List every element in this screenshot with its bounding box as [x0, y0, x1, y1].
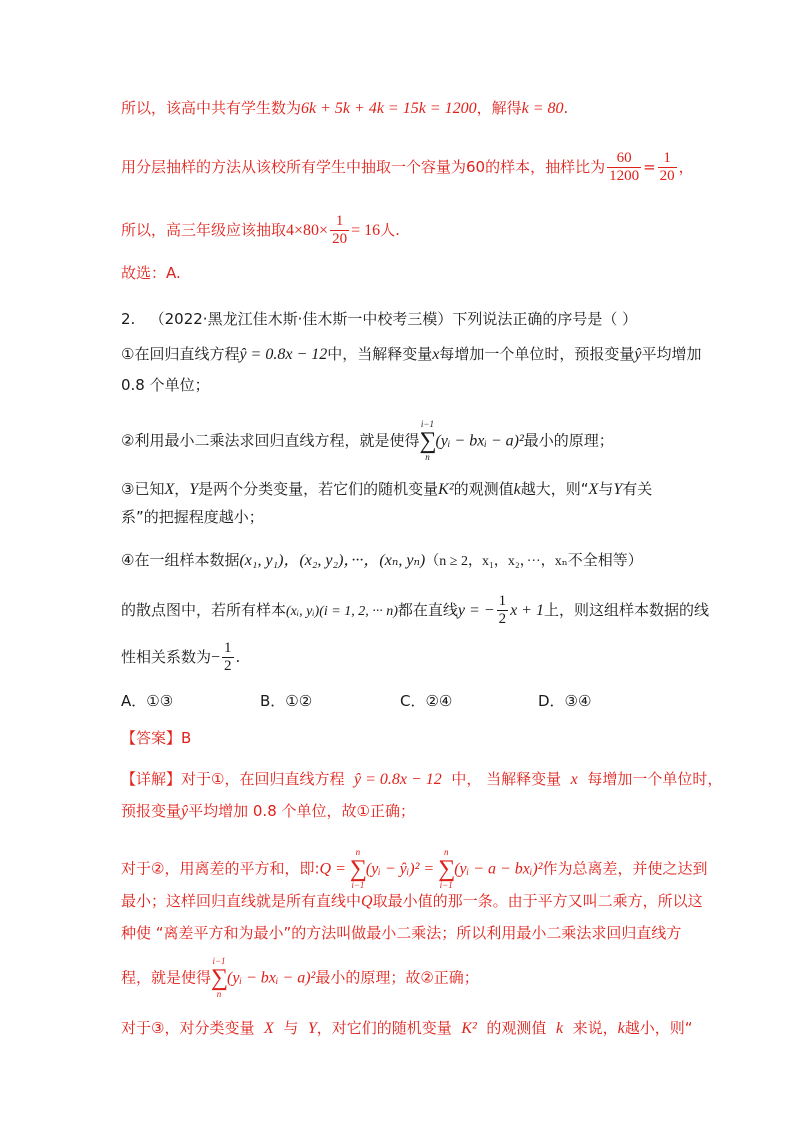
answer-label: 【答案】B [121, 729, 192, 747]
sum-symbol: n ∑ i−1 [438, 847, 456, 890]
text: 每增加一个单位时， [587, 770, 723, 788]
text: 20 [659, 168, 675, 184]
detail-1 [121, 768, 723, 791]
text: x [570, 771, 578, 788]
text: n [216, 989, 222, 999]
statement-4 [121, 549, 690, 573]
text: i−1 [351, 880, 365, 890]
statement-4-cont [121, 593, 709, 628]
text: 不全相等） [567, 551, 643, 569]
text: 有关 [622, 480, 653, 498]
text: 对于②，用离差的平方和，即: [121, 859, 320, 878]
fraction [330, 213, 349, 248]
text: 来说， [572, 1019, 618, 1037]
sum-symbol: i−1 ∑ n [419, 419, 437, 462]
text: 的散点图中，若所有样本 [121, 601, 287, 619]
text: n [355, 847, 361, 857]
question-title [121, 308, 690, 330]
text: 越大，则“ [520, 480, 589, 498]
text: i−1 [439, 880, 453, 890]
text: 每增加一个单位时，预报变量 [439, 345, 635, 363]
text: 中， 当解释变量 [451, 770, 562, 788]
text: 程，就是使得 [121, 968, 212, 987]
detail-3 [121, 847, 708, 890]
text: ŷ = 0.8x − 12 [239, 346, 328, 363]
text: 1 [330, 213, 349, 231]
text: 与 [283, 1019, 299, 1037]
sum-symbol: n ∑ i−1 [349, 847, 367, 890]
text: ŷ [634, 346, 642, 363]
text: 2 [498, 611, 507, 627]
text: (x₁, y₁)，(x₂, y₂)，···，(xₙ, yₙ) [239, 552, 426, 569]
solution-line-3 [121, 213, 690, 248]
text: 上，则这组样本数据的线 [543, 601, 709, 619]
text: 平均增加 0.8 个单位，故①正确； [188, 802, 415, 820]
text: 对于③，对分类变量 [121, 1019, 255, 1037]
text: 预报变量 [121, 802, 182, 820]
text: 作为总离差，并使之达到 [542, 859, 708, 878]
fraction [222, 640, 234, 675]
question-text: （2022·黑龙江佳木斯·佳木斯一中校考三模）下列说法正确的序号是（ ） [149, 310, 638, 328]
text: k [617, 1020, 625, 1037]
text: 性相关系数为 [121, 648, 212, 666]
text: n [425, 452, 430, 462]
equals: = [643, 158, 656, 176]
text: K² [438, 481, 454, 498]
text: 1 [498, 593, 507, 609]
text: ， [678, 158, 694, 176]
text: (yᵢ − bxᵢ − a)² [435, 432, 524, 450]
text: ŷ [181, 803, 189, 820]
statement-4-end [121, 640, 690, 675]
text: 2 [224, 658, 232, 674]
statement-1 [121, 343, 702, 366]
text: 60 [607, 150, 641, 168]
text: 最小；这样回归直线就是所有直线中 [121, 892, 362, 910]
text: ŷ = 0.8x − 12 [354, 771, 442, 788]
detail-2 [121, 800, 690, 823]
text: x + 1 [510, 602, 544, 619]
text: k [513, 481, 521, 498]
text: 的观测值 [453, 480, 514, 498]
solution-line-4: 故选：A. [121, 264, 181, 282]
text: 1 [658, 150, 677, 168]
text: 最小的原理； [523, 431, 614, 450]
text: 越小，则“ [624, 1019, 693, 1037]
detail-5: 种使 “离差平方和为最小”的方法叫做最小二乘法；所以利用最小二乘法求回归直线方 [121, 924, 682, 942]
text: 都在直线 [397, 601, 458, 619]
choice-a: A．①③ [121, 692, 174, 710]
detail-7 [121, 1017, 693, 1040]
text: ，解得 [476, 99, 522, 117]
text: 1200 [609, 168, 640, 184]
text: . [563, 99, 569, 117]
text: n [443, 847, 449, 857]
text: 的观测值 [486, 1019, 547, 1037]
text: K² [461, 1020, 477, 1037]
text: 所以，该高中共有学生数为 [121, 99, 302, 117]
text: − [211, 649, 221, 666]
text: 人. [380, 221, 400, 239]
text: 与 [598, 480, 614, 498]
sum-symbol: i−1 ∑ n [211, 956, 229, 999]
question-number: 2. [121, 310, 136, 328]
solution-line-2 [121, 150, 694, 185]
text: X [264, 1020, 274, 1037]
statement-3-cont: 系”的把握程度越小； [121, 508, 264, 526]
text: y = − [457, 602, 495, 619]
text: ①在回归直线方程 [121, 345, 240, 363]
text: ②利用最小二乘法求回归直线方程，就是使得 [121, 431, 420, 450]
text: 20 [332, 231, 348, 247]
formula: = 16 [351, 222, 381, 239]
choice-d: D．③④ [538, 692, 592, 710]
text: x [432, 346, 440, 363]
text: Y [613, 481, 623, 498]
text: . [235, 648, 241, 666]
text: Q [361, 893, 373, 910]
formula: 4×80× [286, 222, 329, 239]
text: Q = [319, 860, 350, 878]
fraction [497, 593, 509, 628]
fraction [607, 150, 641, 185]
formula: k = 80 [521, 100, 564, 117]
text: i−1 [212, 956, 226, 966]
text: (yᵢ − ŷᵢ)² = [365, 860, 439, 878]
text: （n ≥ 2，x₁，x₂，···，xₙ [425, 554, 568, 569]
text: 最小的原理；故②正确； [315, 968, 479, 987]
text: k [555, 1020, 564, 1037]
text: 所以，高三年级应该抽取 [121, 221, 287, 239]
choice-c: C．②④ [400, 692, 453, 710]
text: X [588, 481, 599, 498]
statement-2 [121, 420, 690, 462]
text: Y [189, 481, 199, 498]
choice-b: B．①② [260, 692, 313, 710]
text: 取最小值的那一条。由于平方又叫二乘方，所以这 [372, 892, 703, 910]
text: (xᵢ, yᵢ)(i = 1, 2, ··· n) [286, 604, 398, 619]
text: 中，当解释变量 [327, 345, 433, 363]
text: 【详解】对于①，在回归直线方程 [121, 770, 345, 788]
detail-4 [121, 890, 703, 913]
detail-6 [121, 957, 690, 999]
fraction [658, 150, 677, 185]
text: 1 [224, 640, 232, 656]
text: ③已知 [121, 480, 165, 498]
text: 用分层抽样的方法从该校所有学生中抽取一个容量为60的样本，抽样比为 [121, 158, 606, 176]
text: 平均增加 [641, 345, 702, 363]
text: (yᵢ − a − bxᵢ)² [454, 860, 543, 878]
text: i−1 [420, 419, 434, 429]
text: ④在一组样本数据 [121, 551, 240, 569]
text: ， [174, 480, 190, 498]
text: 是两个分类变量，若它们的随机变量 [198, 480, 439, 498]
statement-3 [121, 478, 690, 501]
statement-1-cont: 0.8 个单位； [121, 376, 210, 394]
solution-line-1 [121, 97, 690, 120]
text: (yᵢ − bxᵢ − a)² [227, 969, 316, 987]
text: Y [307, 1020, 317, 1037]
text: X [164, 481, 175, 498]
formula: 6k + 5k + 4k = 15k = 1200 [301, 100, 477, 117]
text: ，对它们的随机变量 [316, 1019, 452, 1037]
